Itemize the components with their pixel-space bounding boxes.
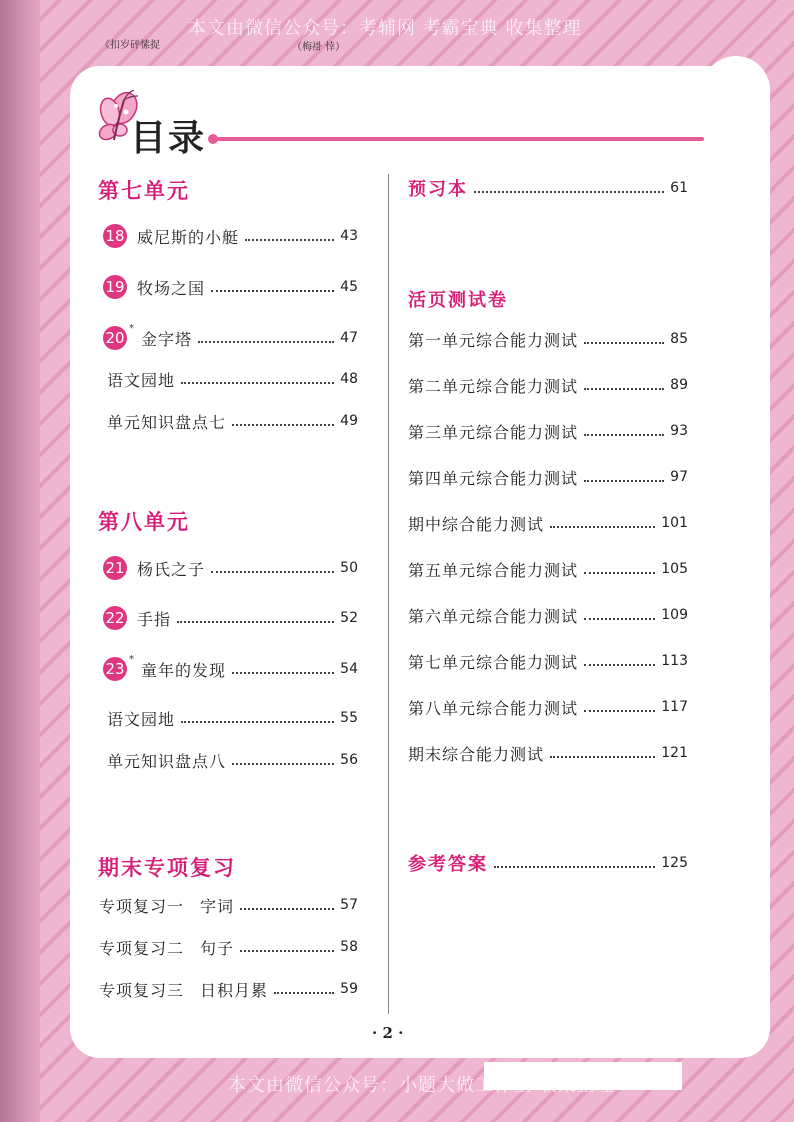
leader-dots [584, 572, 655, 574]
entry-page: 49 [340, 413, 358, 429]
leader-dots [550, 526, 655, 528]
toc-entry-test-3[interactable] [408, 419, 688, 443]
entry-label: 第六单元综合能力测试 [408, 606, 579, 626]
entry-label: 第一单元综合能力测试 [408, 330, 579, 350]
leader-dots [550, 756, 655, 758]
entry-label: 专项复习三 [99, 980, 185, 1000]
entry-page: 56 [340, 752, 358, 768]
entry-page: 47 [340, 330, 358, 346]
toc-entry-21[interactable] [103, 556, 358, 580]
page-title: 目录 [130, 118, 207, 159]
section-unit8-title: 第八单元 [98, 510, 190, 534]
entry-page: 105 [661, 561, 688, 577]
column-divider [388, 174, 389, 1014]
toc-entry-preview-book[interactable] [408, 176, 688, 200]
leader-dots [232, 763, 334, 765]
lesson-number-badge: 22 [103, 606, 127, 630]
leader-dots [584, 388, 664, 390]
entry-label: 第二单元综合能力测试 [408, 376, 579, 396]
entry-label: 单元知识盘点八 [107, 751, 227, 771]
entry-label: 专项复习二 [99, 938, 185, 958]
lesson-number-badge: 21 [103, 556, 127, 580]
toc-entry-test-2[interactable] [408, 373, 688, 397]
leader-dots [211, 571, 334, 573]
leader-dots [245, 239, 334, 241]
entry-label: 预习本 [408, 179, 468, 200]
entry-label: 威尼斯的小艇 [137, 227, 240, 247]
toc-entry-23[interactable] [103, 654, 358, 681]
leader-dots [584, 618, 655, 620]
entry-page: 97 [670, 469, 688, 485]
title-row [94, 88, 754, 168]
entry-page: 52 [340, 610, 358, 626]
entry-page: 45 [340, 279, 358, 295]
entry-page: 125 [661, 855, 688, 871]
entry-label: 童年的发现 [141, 660, 227, 680]
title-underline [214, 137, 704, 141]
toc-entry-test-1[interactable] [408, 327, 688, 351]
toc-entry-test-final[interactable] [408, 741, 688, 765]
entry-page: 113 [661, 653, 688, 669]
toc-entry-18[interactable] [103, 224, 358, 248]
entry-label: 语文园地 [107, 709, 176, 729]
entry-page: 109 [661, 607, 688, 623]
entry-page: 101 [661, 515, 688, 531]
header-mid-text: （梅褂 悻） [292, 42, 346, 53]
entry-label: 第三单元综合能力测试 [408, 422, 579, 442]
lesson-number-badge: 20 * [103, 326, 127, 350]
toc-entry-test-4[interactable] [408, 465, 688, 489]
entry-label: 手指 [137, 609, 172, 629]
leader-dots [494, 866, 655, 868]
toc-entry-20[interactable] [103, 323, 358, 350]
entry-sublabel: 字词 [200, 896, 235, 916]
lesson-number-badge: 18 [103, 224, 127, 248]
leader-dots [181, 382, 334, 384]
entry-page: 59 [340, 981, 358, 997]
entry-label: 期末综合能力测试 [408, 744, 545, 764]
entry-label: 金字塔 [141, 329, 193, 349]
toc-entry-review-1[interactable] [99, 893, 358, 917]
toc-entry-test-midterm[interactable] [408, 511, 688, 535]
leader-dots [584, 342, 664, 344]
entry-page: 50 [340, 560, 358, 576]
entry-label: 语文园地 [107, 370, 176, 390]
leader-dots [211, 290, 334, 292]
leader-dots [198, 341, 334, 343]
lesson-number-badge: 23 * [103, 657, 127, 681]
leader-dots [232, 424, 334, 426]
leader-dots [274, 992, 334, 994]
entry-page: 85 [670, 331, 688, 347]
section-unit7-title: 第七单元 [98, 179, 190, 203]
leader-dots [240, 950, 334, 952]
toc-entry-review-3[interactable] [99, 977, 358, 1001]
toc-entry-unit7-review[interactable] [107, 409, 358, 433]
leader-dots [181, 721, 334, 723]
left-edge-shadow [0, 0, 40, 1122]
entry-page: 89 [670, 377, 688, 393]
entry-page: 48 [340, 371, 358, 387]
entry-label: 参考答案 [408, 854, 488, 875]
leader-dots [584, 664, 655, 666]
toc-entry-answers[interactable] [408, 851, 688, 875]
leader-dots [584, 434, 664, 436]
section-final-review-title: 期末专项复习 [98, 856, 236, 880]
leader-dots [584, 710, 655, 712]
entry-page: 58 [340, 939, 358, 955]
leader-dots [232, 672, 334, 674]
entry-page: 57 [340, 897, 358, 913]
entry-label: 杨氏之子 [137, 559, 206, 579]
entry-page: 61 [670, 180, 688, 196]
watermark-top: 本文由微信公众号：考辅网 考霸宝典 收集整理 [188, 18, 582, 39]
toc-entry-test-7[interactable] [408, 649, 688, 673]
watermark-bottom: 本文由微信公众号：小题大做工作室 收集整理 [228, 1075, 615, 1096]
entry-page: 43 [340, 228, 358, 244]
entry-page: 54 [340, 661, 358, 677]
entry-page: 55 [340, 710, 358, 726]
toc-entry-test-6[interactable] [408, 603, 688, 627]
toc-entry-review-2[interactable] [99, 935, 358, 959]
toc-entry-test-8[interactable] [408, 695, 688, 719]
toc-entry-19[interactable] [103, 275, 358, 299]
leader-dots [177, 621, 334, 623]
optional-star: * [129, 654, 134, 665]
header-left-text: 《扣岁砰愫捉 [100, 40, 160, 51]
section-tests-title: 活页测试卷 [408, 290, 508, 311]
page-number: · 2 · [372, 1024, 404, 1042]
entry-page: 117 [661, 699, 688, 715]
entry-sublabel: 句子 [200, 938, 235, 958]
optional-star: * [129, 323, 134, 334]
leader-dots [474, 191, 664, 193]
entry-label: 专项复习一 [99, 896, 185, 916]
lesson-number-badge: 19 [103, 275, 127, 299]
entry-label: 第五单元综合能力测试 [408, 560, 579, 580]
entry-sublabel: 日积月累 [200, 980, 269, 1000]
entry-label: 单元知识盘点七 [107, 412, 227, 432]
leader-dots [584, 480, 664, 482]
entry-label: 第七单元综合能力测试 [408, 652, 579, 672]
toc-entry-unit8-garden[interactable] [107, 706, 358, 730]
entry-label: 第四单元综合能力测试 [408, 468, 579, 488]
leader-dots [240, 908, 334, 910]
entry-page: 121 [661, 745, 688, 761]
entry-label: 期中综合能力测试 [408, 514, 545, 534]
toc-card [70, 66, 770, 1058]
toc-entry-unit7-garden[interactable] [107, 367, 358, 391]
entry-page: 93 [670, 423, 688, 439]
toc-entry-unit8-review[interactable] [107, 748, 358, 772]
toc-entry-22[interactable] [103, 606, 358, 630]
toc-entry-test-5[interactable] [408, 557, 688, 581]
entry-label: 第八单元综合能力测试 [408, 698, 579, 718]
entry-label: 牧场之国 [137, 278, 206, 298]
